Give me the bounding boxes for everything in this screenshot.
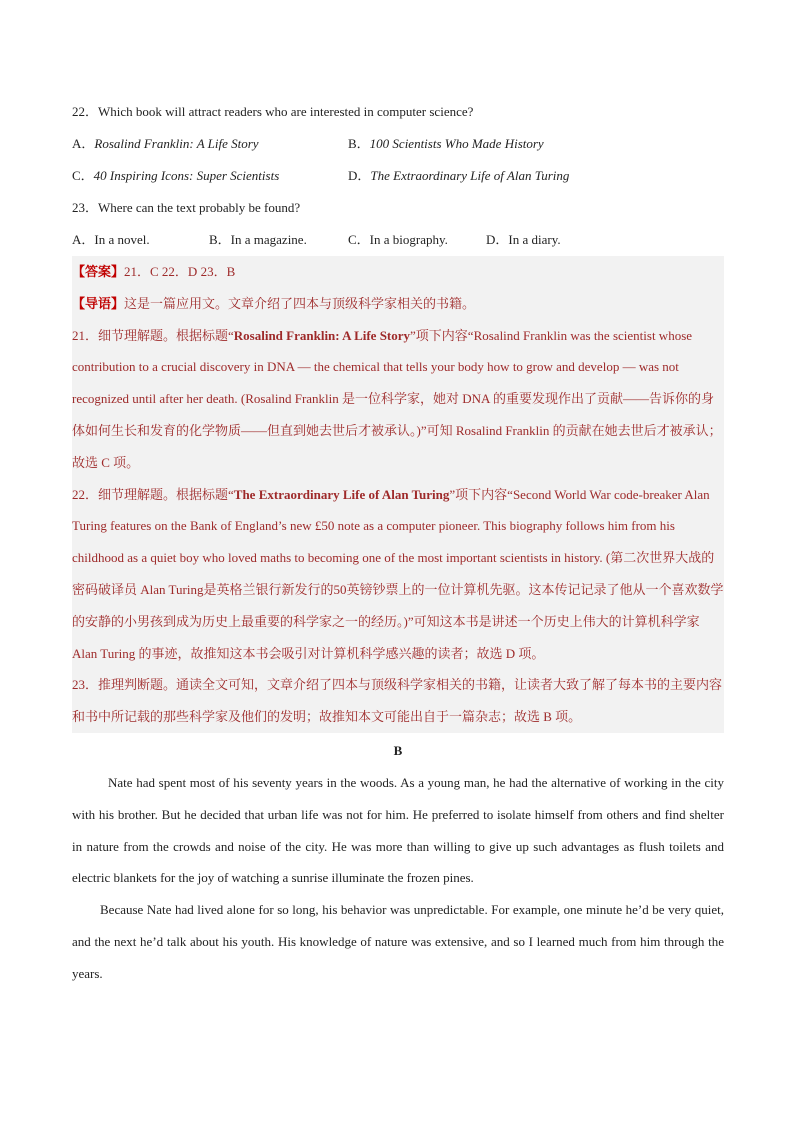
guide-tag: 【导语】 [72,295,125,311]
answer-text: 21．C 22．D 23．B [124,264,236,279]
question-23-option-c: C．In a biography. [348,232,448,247]
explanation-22: 22．细节理解题。根据标题“The Extraordinary Life of Alan Turing”项下内容“Second World War code-breaker Alan Turing features on the Bank of England’s new £50 note as a computer pioneer. This biography follows him from his childhood as a quiet boy who loved maths to becoming one of the most important scientists in history. (第二次世界大战的密码破译员 Alan Turing是英格兰银行新发行的50英镑钞票上的一位计算机先驱。这本传记记录了他从一个喜欢数学的安静的小男孩到成为历史上最重要的科学家之一的经历。)”可知这本书是讲述一个历史上伟大的计算机科学家 Alan Turing 的事迹，故推知这本书会吸引对计算机科学感兴趣的读者；故选 D 项。 [72,486,724,661]
explanation-23: 23．推理判断题。通读全文可知，文章介绍了四本与顶级科学家相关的书籍，让读者大致了解了每本书的主要内容和书中所记载的那些科学家及他们的发明；故推知本文可能出自于一篇杂志；故选 B 项。 [72,677,723,725]
question-22-stem: 22．Which book will attract readers who are interested in computer science? [72,104,474,119]
question-22-options-row-2 [72,160,724,192]
question-22-options-row-1 [72,128,724,160]
question-23-options [72,224,724,256]
answer-line [72,256,724,288]
question-23-option-a: A．In a novel. [72,232,150,247]
document-page [72,96,724,990]
explanation-21: 21．细节理解题。根据标题“Rosalind Franklin: A Life Story”项下内容“Rosalind Franklin was the scientist whose contribution to a crucial discovery in DNA — the chemical that tells your body how to grow and develop — was not recognized until after her death. (Rosalind Franklin 是一位科学家，她对 DNA 的重要发现作出了贡献——告诉你的身体如何生长和发育的化学物质——但直到她去世后才被承认。)”可知 Rosalind Franklin 的贡献在她去世后才被承认；故选 C 项。 [72,327,722,470]
explanation-21-book-title: Rosalind Franklin: A Life Story [233,327,411,343]
section-b-paragraph-1: Nate had spent most of his seventy years in the woods. As a young man, he had the alternative of working in the city with his brother. But he decided that urban life was not for him. He preferred to isolate himself from others and find shelter in nature from the crowds and noise of the city. He was more than willing to give up such advantages as flush toilets and electric blankets for the joy of watching a sunrise illuminate the frozen pines. [72,774,724,886]
question-22-option-b: B．100 Scientists Who Made History [348,136,544,151]
question-22-option-a: A．Rosalind Franklin: A Life Story [72,136,259,151]
question-23-option-b: B．In a magazine. [209,232,307,247]
section-b-paragraph-2: Because Nate had lived alone for so long, his behavior was unpredictable. For example, one minute he’d be very quiet, and the next he’d talk about his youth. His knowledge of nature was extensive, and so I learned much from him through the years. [72,902,724,981]
question-23-option-d: D．In a diary. [486,232,561,247]
answer-tag: 【答案】 [72,264,125,279]
question-23-stem: 23．Where can the text probably be found? [72,200,301,215]
answer-explanation-box [72,256,724,733]
guide-text: 这是一篇应用文。文章介绍了四本与顶级科学家相关的书籍。 [124,295,476,311]
explanation-22-book-title: The Extraordinary Life of Alan Turing [233,486,450,502]
question-22-option-c: C．40 Inspiring Icons: Super Scientists [72,168,280,183]
question-22-option-d: D．The Extraordinary Life of Alan Turing [348,168,570,183]
guide-line [72,288,724,320]
section-b-heading: B [393,742,403,758]
